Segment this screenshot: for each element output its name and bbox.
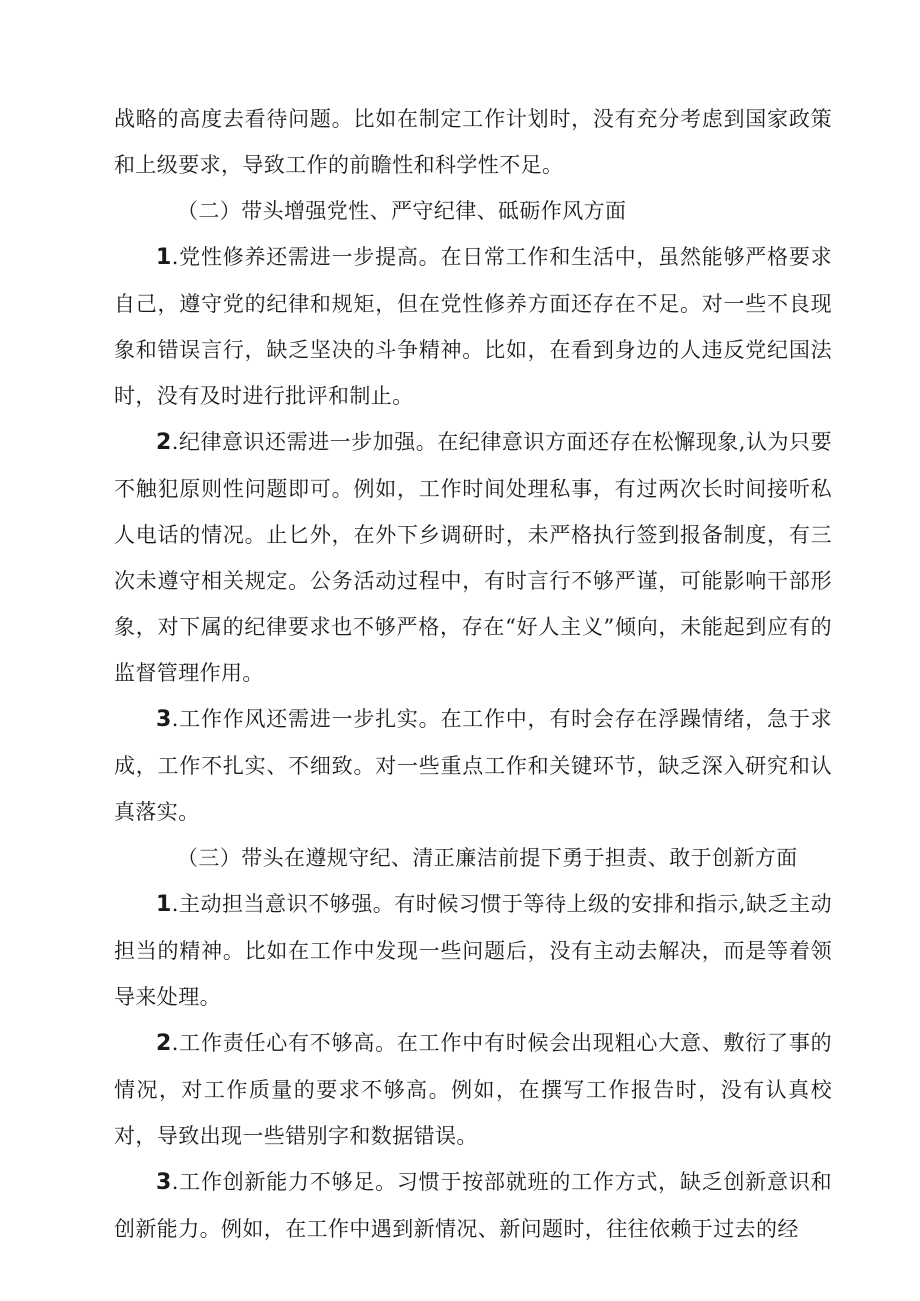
list-item-3-3 bbox=[114, 1159, 832, 1252]
item-text: .工作作风还需进一步扎实。在工作中，有时会存在浮躁情绪，急于求成，工作不扎实、不细致。对一些重点工作和关键环节，缺乏深入研究和认真落实。 bbox=[114, 707, 832, 824]
item-text: .主动担当意识不够强。有时候习惯于等待上级的安排和指示,缺乏主动担当的精神。比如在工作中发现一些问题后，没有主动去解决，而是等着领导来处理。 bbox=[114, 892, 832, 1009]
item-text: .纪律意识还需进一步加强。在纪律意识方面还存在松懈现象,认为只要不触犯原则性问题即可。例如，工作时间处理私事，有过两次长时间接听私人电话的情况。止匕外，在外下乡调研时，未严格执行签到报备制度，有三次未遵守相关规定。公务活动过程中，有时言行不够严谨，可能影响干部形象，对下属的纪律要求也不够严格，存在“好人主义”倾向，未能起到应有的监督管理作用。 bbox=[114, 430, 832, 685]
section-heading-3: （三）带头在遵规守纪、清正廉洁前提下勇于担责、敢于创新方面 bbox=[177, 846, 798, 870]
item-number: 1 bbox=[156, 245, 172, 270]
list-item-3-2 bbox=[114, 1020, 832, 1159]
item-text: .工作创新能力不够足。习惯于按部就班的工作方式，缺乏创新意识和创新能力。例如，在工作中遇到新情况、新问题时，往往依赖于过去的经 bbox=[114, 1170, 832, 1241]
list-item-2-3 bbox=[114, 696, 832, 835]
item-number: 3 bbox=[156, 1170, 172, 1195]
item-number: 2 bbox=[156, 430, 172, 455]
section-heading-2: （二）带头增强党性、严守纪律、砥砺作风方面 bbox=[177, 199, 627, 223]
document-body bbox=[114, 96, 832, 1252]
list-item-3-1 bbox=[114, 881, 832, 1020]
item-number: 3 bbox=[156, 707, 172, 732]
paragraph-continuation: 战略的高度去看待问题。比如在制定工作计划时，没有充分考虑到国家政策和上级要求，导致工作的前瞻性和科学性不足。 bbox=[114, 107, 832, 177]
item-text: .党性修养还需进一步提高。在日常工作和生活中，虽然能够严格要求自己，遵守党的纪律和规矩，但在党性修养方面还存在不足。对一些不良现象和错误言行，缺乏坚决的斗争精神。比如，在看到身边的人违反党纪国法时，没有及时进行批评和制止。 bbox=[114, 245, 832, 408]
item-text: .工作责任心有不够高。在工作中有时候会出现粗心大意、敷衍了事的情况，对工作质量的要求不够高。例如，在撰写工作报告时，没有认真校对，导致出现一些错别字和数据错误。 bbox=[114, 1031, 832, 1148]
item-number: 2 bbox=[156, 1031, 172, 1056]
list-item-2-2 bbox=[114, 419, 832, 696]
item-number: 1 bbox=[156, 892, 172, 917]
list-item-2-1 bbox=[114, 234, 832, 419]
